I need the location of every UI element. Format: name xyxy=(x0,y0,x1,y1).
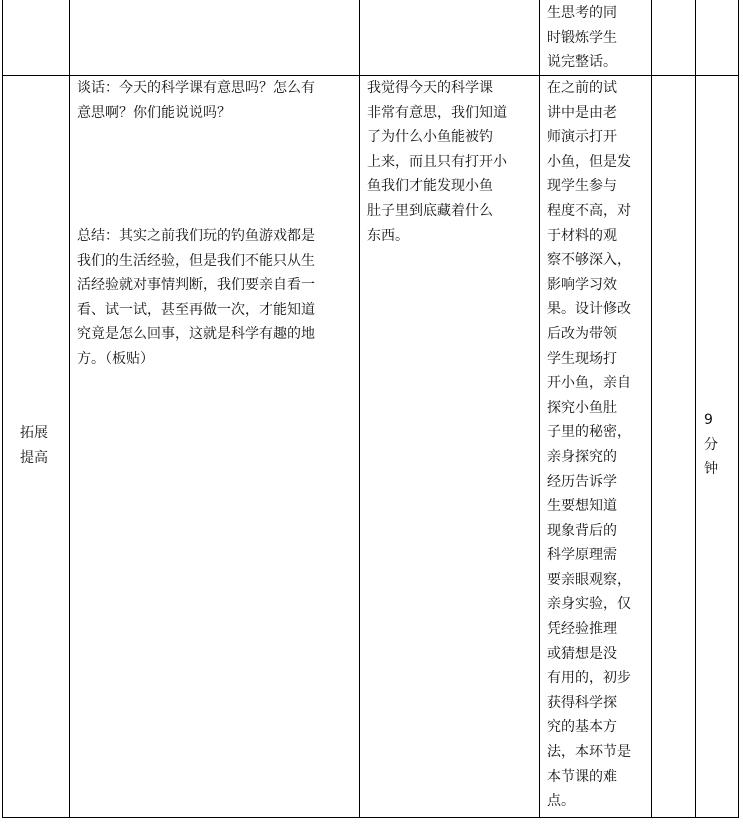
design-intent-cell xyxy=(547,76,645,814)
text-line: 本节课的难 xyxy=(547,768,617,785)
text-line: 意思啊？你们能说说吗？ xyxy=(77,104,231,121)
text-line: 程度不高，对 xyxy=(547,202,631,219)
column-divider-1 xyxy=(69,0,70,818)
text-line: 子里的秘密， xyxy=(547,424,631,441)
text-line: 我们的生活经验，但是我们不能只从生 xyxy=(77,252,315,269)
stage-cell xyxy=(20,421,60,470)
table-border-left xyxy=(2,0,3,818)
text-line: 亲身探究的 xyxy=(547,448,617,465)
text-line: 看、试一试，甚至再做一次，才能知道 xyxy=(77,301,315,318)
text-line: 究竟是怎么回事，这就是科学有趣的地 xyxy=(77,326,315,343)
text-line: 我觉得今天的科学课 xyxy=(367,80,493,96)
text-line: 讲中是由老 xyxy=(547,104,617,121)
text-line: 说完整话。 xyxy=(547,54,617,71)
text-line: 肚子里到底藏着什么 xyxy=(367,202,493,219)
text-line: 了为什么小鱼能被钓 xyxy=(367,129,493,146)
text-line: 科学原理需 xyxy=(547,547,617,564)
text-line: 果。设计修改 xyxy=(547,301,631,318)
text-line: 小鱼，但是发 xyxy=(547,153,631,170)
column-divider-5 xyxy=(695,0,696,818)
table-border-right xyxy=(738,0,739,818)
time-cell xyxy=(704,408,724,482)
text-line: 东西。 xyxy=(367,227,409,244)
text-line: 现学生参与 xyxy=(547,178,617,195)
text-line: 获得科学探 xyxy=(547,694,617,711)
text-line: 察不够深入， xyxy=(547,252,631,269)
text-line: 经历告诉学 xyxy=(547,473,617,490)
text-line: 上来，而且只有打开小 xyxy=(367,153,507,170)
teacher-activity-dialogue xyxy=(77,76,355,125)
text-line: 活经验就对事情判断，我们要亲自看一 xyxy=(77,277,315,294)
text-line: 现象背后的 xyxy=(547,522,617,539)
student-activity-cell xyxy=(367,76,535,248)
text-line: 时锻炼学生 xyxy=(547,29,617,46)
text-line: 究的基本方 xyxy=(547,719,617,736)
stage-label-line: 拓展 xyxy=(20,425,48,441)
text-line: 影响学习效 xyxy=(547,276,617,293)
time-line: 分 xyxy=(704,436,718,453)
text-line: 师演示打开 xyxy=(547,129,617,146)
text-line: 开小鱼，亲自 xyxy=(547,375,631,392)
text-line: 凭经验推理 xyxy=(547,621,617,638)
column-divider-4 xyxy=(651,0,652,818)
text-line: 探究小鱼肚 xyxy=(547,399,617,416)
top-row-design-intent xyxy=(547,1,645,75)
column-divider-3 xyxy=(539,0,540,818)
text-line: 在之前的试 xyxy=(547,80,617,96)
text-line: 总结：其实之前我们玩的钓鱼游戏都是 xyxy=(77,228,315,244)
text-line: 有用的，初步 xyxy=(547,670,631,687)
table-border-bottom xyxy=(2,817,739,818)
text-line: 法，本环节是 xyxy=(547,744,631,761)
text-line: 亲身实验，仅 xyxy=(547,596,631,613)
text-line: 生思考的同 xyxy=(547,5,617,21)
text-line: 非常有意思，我们知道 xyxy=(367,104,507,121)
text-line: 生要想知道 xyxy=(547,498,617,515)
text-line: 要亲眼观察， xyxy=(547,571,631,588)
text-line: 点。 xyxy=(547,793,575,810)
text-line: 谈话：今天的科学课有意思吗？怎么有 xyxy=(77,80,315,96)
time-line: 钟 xyxy=(704,461,718,478)
text-line: 方。（板贴） xyxy=(77,350,154,367)
teacher-activity-summary xyxy=(77,224,355,372)
time-line: 9 xyxy=(704,412,713,428)
text-line: 于材料的观 xyxy=(547,227,617,244)
text-line: 或猜想是没 xyxy=(547,645,617,662)
text-line: 鱼我们才能发现小鱼 xyxy=(367,178,493,195)
text-line: 学生现场打 xyxy=(547,350,617,367)
column-divider-2 xyxy=(359,0,360,818)
stage-label-line: 提高 xyxy=(20,449,48,466)
text-line: 后改为带领 xyxy=(547,325,617,342)
